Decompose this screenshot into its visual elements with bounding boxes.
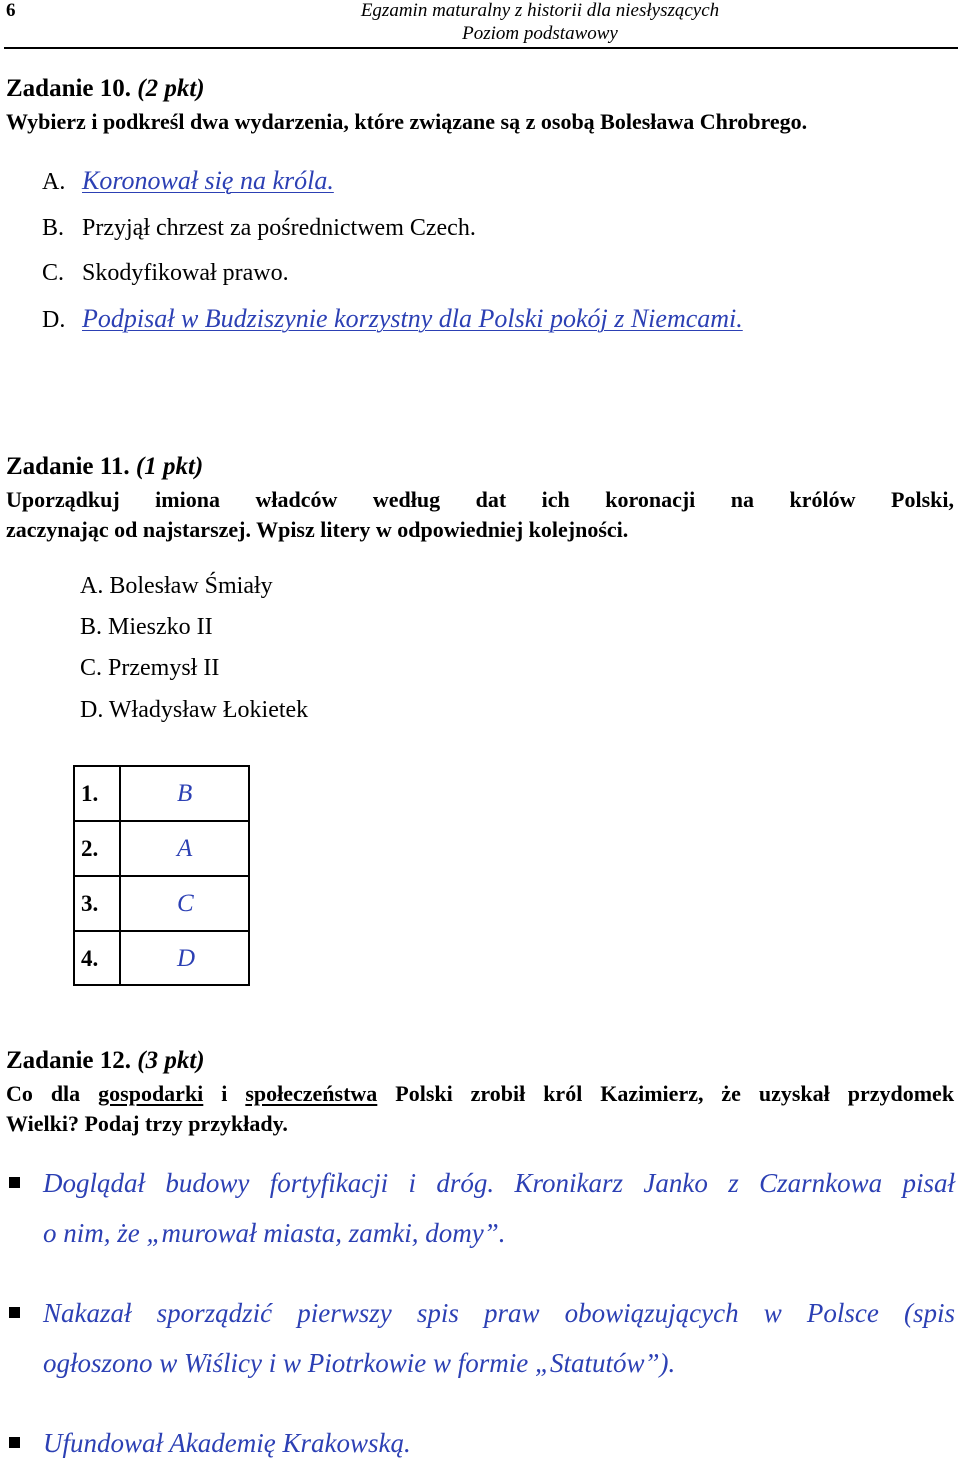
answer-grid-num: 1. <box>81 781 99 806</box>
task-11-title: Zadanie 11. <box>6 453 130 480</box>
option-letter: D. <box>42 307 66 333</box>
page-number: 6 <box>6 0 16 21</box>
task-10-title: Zadanie 10. <box>6 75 132 102</box>
answer-3-line1[interactable]: Ufundował Akademię Krakowską. <box>43 1428 411 1458</box>
answer-grid-cell[interactable]: C <box>177 890 194 917</box>
answer-1-line1[interactable]: Doglądał budowy fortyfikacji i dróg. Kronikarz Janko z Czarnkowa pisał <box>43 1168 955 1198</box>
ruler-d: D. Władysław Łokietek <box>80 697 309 723</box>
task-12-title: Zadanie 12. <box>6 1047 132 1074</box>
header-subtitle: Poziom podstawowy <box>462 23 618 44</box>
answer-2-line1[interactable]: Nakazał sporządzić pierwszy spis praw obowiązujących w Polsce (spis <box>43 1298 955 1328</box>
option-text: Koronował się na króla. <box>82 166 334 195</box>
answer-grid-num: 3. <box>81 891 99 916</box>
answer-grid-num: 4. <box>81 946 99 971</box>
ruler-c: C. Przemysł II <box>80 655 220 681</box>
option-text: Skodyfikował prawo. <box>82 260 289 286</box>
task-10-option-b[interactable] <box>42 213 476 243</box>
answer-grid-cell[interactable]: B <box>177 780 193 807</box>
option-letter: C. <box>42 260 65 286</box>
answer-grid-cell[interactable]: A <box>177 835 193 862</box>
answer-grid <box>73 765 250 986</box>
answer-2-line2[interactable]: ogłoszono w Wiślicy i w Piotrkowie w formie „Statutów”). <box>43 1348 676 1378</box>
task-10-points: (2 pkt) <box>137 75 205 102</box>
option-letter: A. <box>42 169 66 195</box>
bullet-square-icon <box>9 1437 20 1448</box>
task-12-heading <box>6 1046 205 1076</box>
option-letter: B. <box>42 215 65 241</box>
option-text: Przyjął chrzest za pośrednictwem Czech. <box>82 215 476 241</box>
task-12-question-line1: Co dla gospodarki i społeczeństwa Polski zrobił król Kazimierz, że uzyskał przydomek <box>6 1081 955 1106</box>
bullet-square-icon <box>9 1307 20 1318</box>
task-10-option-d[interactable] <box>42 304 743 335</box>
task-11-points: (1 pkt) <box>135 453 204 480</box>
underlined-word: społeczeństwa <box>245 1081 378 1106</box>
task-11-instruction-line2: zaczynając od najstarszej. Wpisz litery w odpowiedniej kolejności. <box>6 517 629 542</box>
ruler-a: A. Bolesław Śmiały <box>80 573 273 599</box>
answer-1-line2[interactable]: o nim, że „murował miasta, zamki, domy”. <box>43 1218 506 1248</box>
task-11-heading <box>6 452 203 482</box>
answer-grid-num: 2. <box>81 836 99 861</box>
task-11-instruction-line1: Uporządkuj imiona władców według dat ich koronacji na królów Polski, <box>6 487 954 512</box>
header-divider <box>4 47 958 49</box>
task-10-option-c[interactable] <box>42 258 289 288</box>
underlined-word: gospodarki <box>98 1081 204 1106</box>
task-10-heading <box>6 74 205 104</box>
task-10-instruction: Wybierz i podkreśl dwa wydarzenia, które związane są z osobą Bolesława Chrobrego. <box>6 109 808 134</box>
task-12-question-line2: Wielki? Podaj trzy przykłady. <box>6 1111 288 1136</box>
task-12-points: (3 pkt) <box>137 1047 205 1074</box>
answer-grid-cell[interactable]: D <box>177 945 196 972</box>
task-10-option-a[interactable] <box>42 166 334 197</box>
option-text: Podpisał w Budziszynie korzystny dla Polski pokój z Niemcami. <box>82 304 743 333</box>
ruler-b: B. Mieszko II <box>80 614 213 640</box>
bullet-square-icon <box>9 1177 20 1188</box>
header-title: Egzamin maturalny z historii dla niesłyszących <box>360 0 720 21</box>
